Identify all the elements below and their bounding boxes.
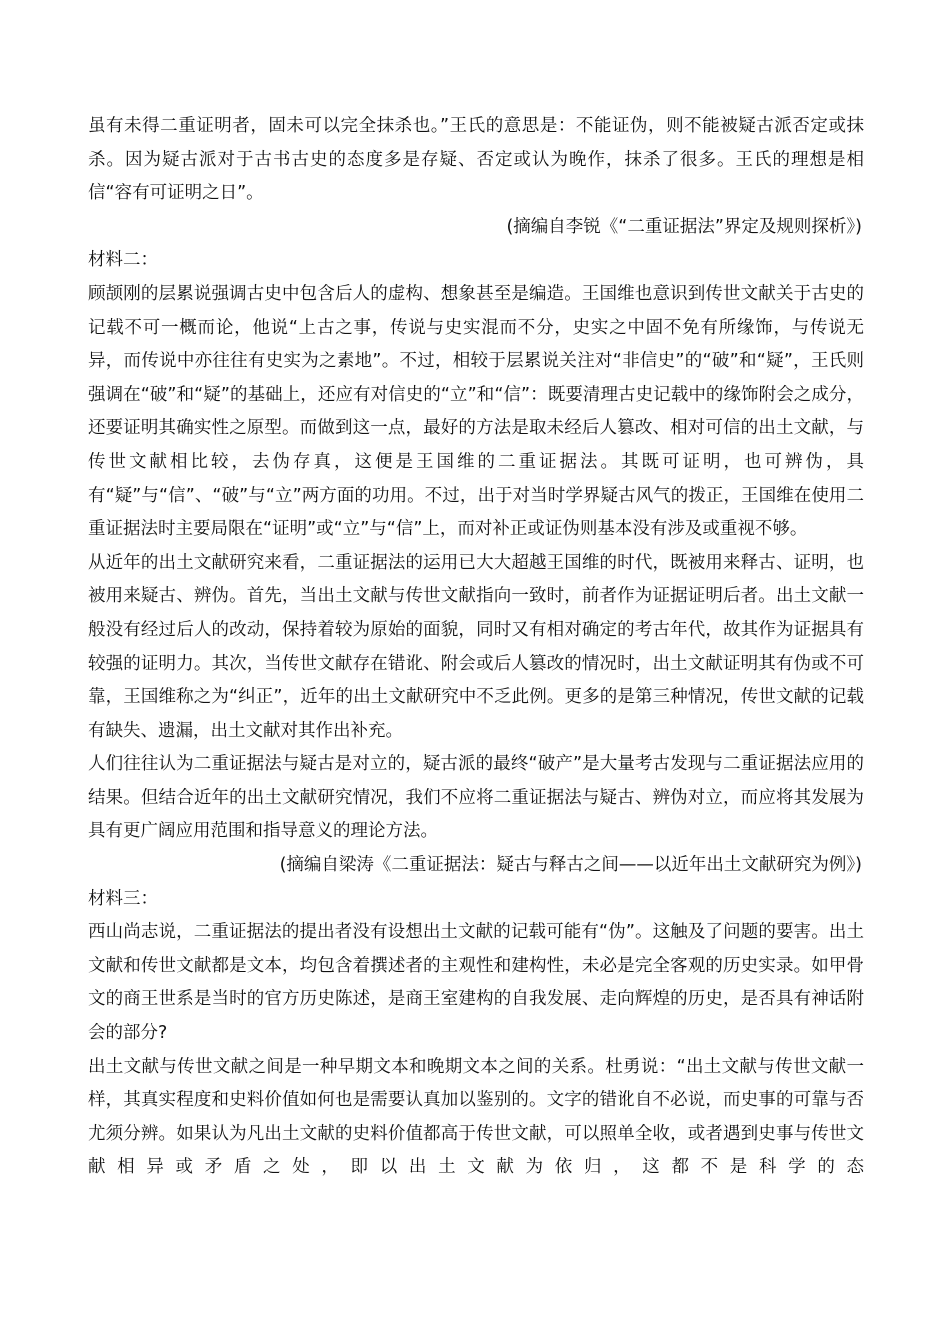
source-citation-2: (摘编自梁涛《二重证据法：疑古与释古之间——以近年出土文献研究为例》) [279,855,862,876]
paragraph-opposition: 人们往往认为二重证据法与疑古是对立的，疑古派的最终“破产”是大量考古发现与二重证据法应用的结果。但结合近年的出土文献研究情况，我们不应将二重证据法与疑古、辨伪对立，而应将其发展为具有更广阔应用范围和指导意义的理论方法。 [88,754,864,842]
section-heading-material-2: 材料二： [88,250,158,271]
paragraph-continued: 虽有未得二重证明者，固未可以完全抹杀也。”王氏的意思是：不能证伪，则不能被疑古派否定或抹杀。因为疑古派对于古书古史的态度多是存疑、否定或认为晚作，抹杀了很多。王氏的理想是相信“容有可证明之日”。 [88,116,864,204]
source-citation-1: (摘编自李锐《“二重证据法”界定及规则探析》) [506,216,862,237]
section-heading-material-3: 材料三： [88,888,158,909]
paragraph-gu-jiegang: 顾颉刚的层累说强调古史中包含后人的虚构、想象甚至是编造。王国维也意识到传世文献关于古史的记载不可一概而论，他说“上古之事，传说与史实混而不分，史实之中固不免有所缘饰，与传说无异，而传说中亦往往有史实为之素地”。不过，相较于层累说关注对“非信史”的“破”和“疑”，王氏则强调在“破”和“疑”的基础上，还应有对信史的“立”和“信”：既要清理古史记载中的缘饰附会之成分，还要证明其确实性之原型。而做到这一点，最好的方法是取未经后人篡改、相对可信的出土文献，与传世文献相比较，去伪存真，这便是王国维的二重证据法。其既可证明，也可辨伪，具有“疑”与“信”、“破”与“立”两方面的功用。不过，出于对当时学界疑古风气的拨正，王国维在使用二重证据法时主要局限在“证明”或“立”与“信”上，而对补正或证伪则基本没有涉及或重视不够。 [88,283,864,540]
paragraph-du-yong: 出土文献与传世文献之间是一种早期文本和晚期文本之间的关系。杜勇说：“出土文献与传世文献一样，其真实程度和史料价值如何也是需要认真加以鉴别的。文字的错讹自不必说，而史事的可靠与否尤须分辨。如果认为凡出土文献的史料价值都高于传世文献，可以照单全收，或者遇到史事与传世文献相异或矛盾之处，即以出土文献为依归，这都不是科学的态 [88,1056,864,1178]
paragraph-nishiyama: 西山尚志说，二重证据法的提出者没有设想出土文献的记载可能有“伪”。这触及了问题的要害。出土文献和传世文献都是文本，均包含着撰述者的主观性和建构性，未必是完全客观的历史实录。如甲骨文的商王世系是当时的官方历史陈述，是商王室建构的自我发展、走向辉煌的历史，是否具有神话附会的部分? [88,922,864,1044]
document-page [88,110,864,1185]
paragraph-recent-research: 从近年的出土文献研究来看，二重证据法的运用已大大超越王国维的时代，既被用来释古、证明，也被用来疑古、辨伪。首先，当出土文献与传世文献指向一致时，前者作为证据证明后者。出土文献一般没有经过后人的改动，保持着较为原始的面貌，同时又有相对确定的考古年代，故其作为证据具有较强的证明力。其次，当传世文献存在错讹、附会或后人篡改的情况时，出土文献证明其有伪或不可靠，王国维称之为“纠正”，近年的出土文献研究中不乏此例。更多的是第三种情况，传世文献的记载有缺失、遗漏，出土文献对其作出补充。 [88,552,864,741]
